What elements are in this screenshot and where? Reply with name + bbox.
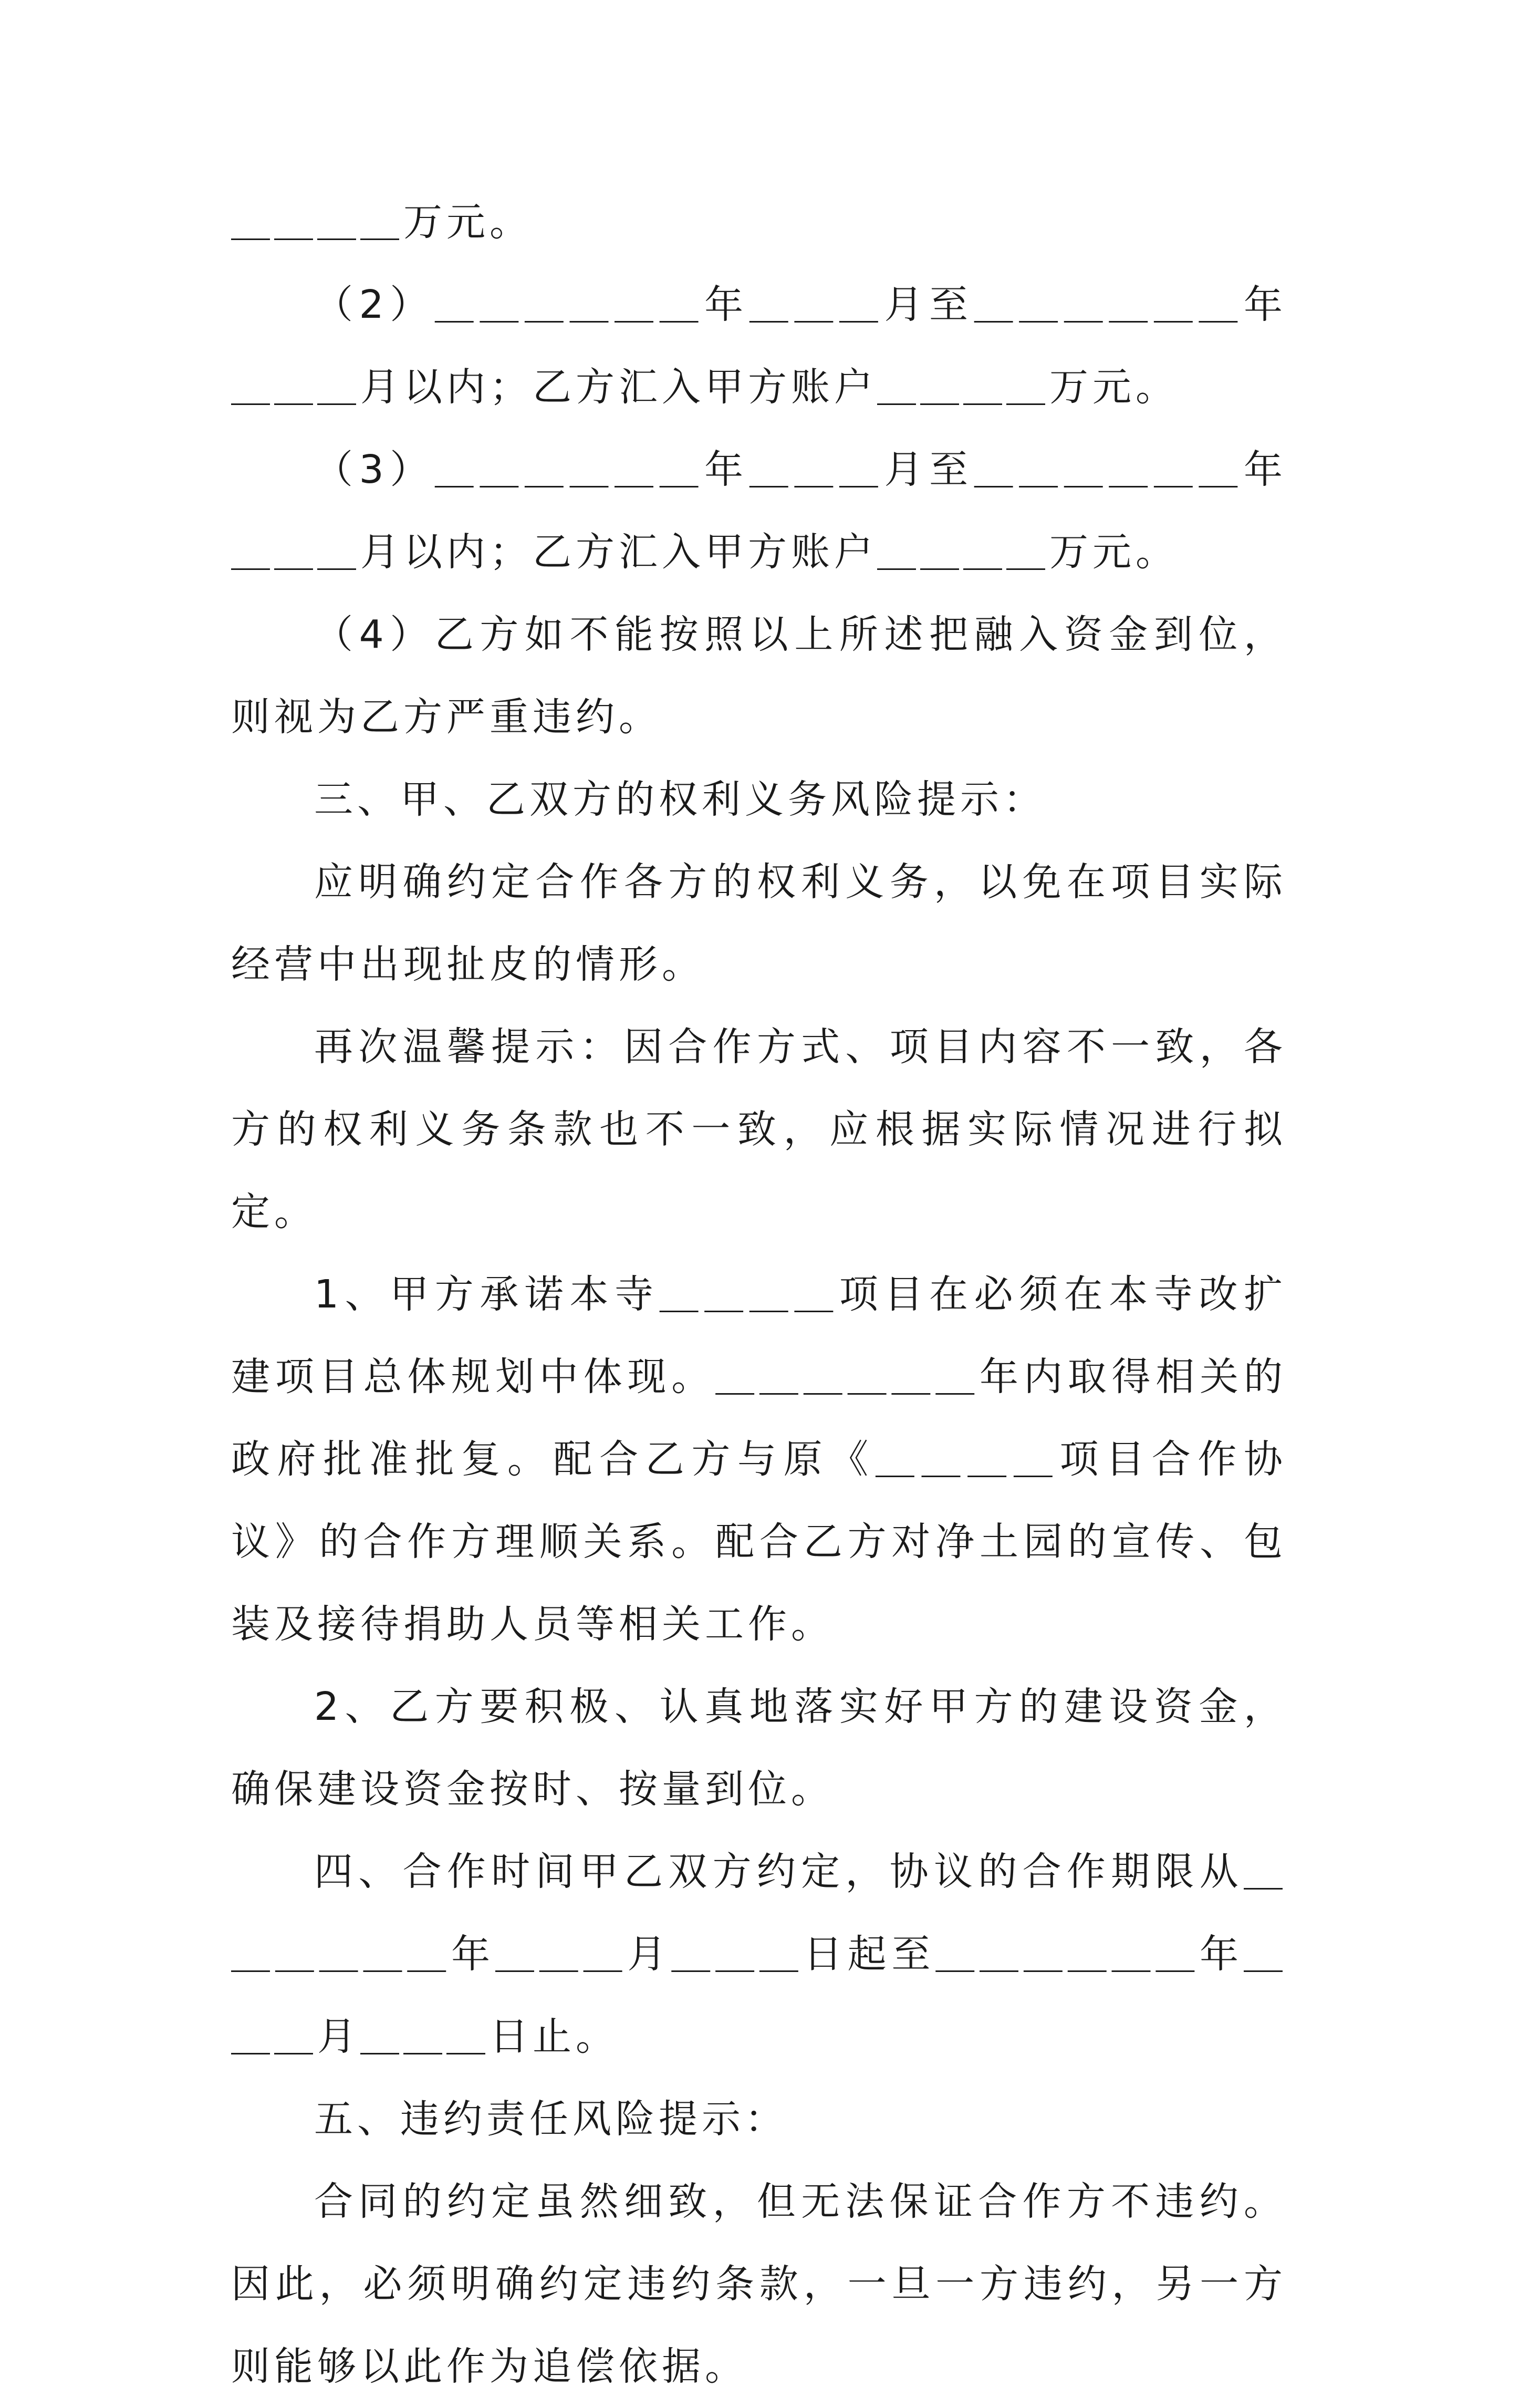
- paragraph-breach-note: 合同的约定虽然细致，但无法保证合作方不违约。因此，必须明确约定违约条款，一旦一方违约，另一方则能够以此作为追偿依据。: [231, 2179, 1287, 2389]
- section-heading-breach-liability: 五、违约责任风险提示：: [314, 2096, 788, 2142]
- paragraph-party-a-commitment: 1、甲方承诺本寺＿＿＿＿项目在必须在本寺改扩建项目总体规划中体现。＿＿＿＿＿＿年内取得相关的政府批准批复。配合乙方与原《＿＿＿＿项目合作协议》的合作方理顺关系。配合乙方对净土园的宣传、包装及接待捐助人员等相关工作。: [231, 1272, 1287, 1647]
- paragraph-installment-4: （4）乙方如不能按照以上所述把融入资金到位，则视为乙方严重违约。: [231, 612, 1287, 740]
- document-body: [231, 181, 1287, 2408]
- paragraph-installment-3: （3）＿＿＿＿＿＿年＿＿＿月至＿＿＿＿＿＿年＿＿＿月以内；乙方汇入甲方账户＿＿＿＿万元。: [231, 447, 1287, 575]
- paragraph-installment-2: （2）＿＿＿＿＿＿年＿＿＿月至＿＿＿＿＿＿年＿＿＿月以内；乙方汇入甲方账户＿＿＿＿万元。: [231, 282, 1287, 410]
- paragraph-amount-tail: ＿＿＿＿万元。: [231, 200, 533, 245]
- paragraph-cooperation-term: 四、合作时间甲乙双方约定，协议的合作期限从＿＿＿＿＿＿年＿＿＿月＿＿＿日起至＿＿＿＿＿＿年＿＿＿月＿＿＿日止。: [231, 1849, 1287, 2059]
- paragraph-party-b-obligation: 2、乙方要积极、认真地落实好甲方的建设资金，确保建设资金按时、按量到位。: [231, 1684, 1287, 1812]
- paragraph-reminder: 再次温馨提示：因合作方式、项目内容不一致，各方的权利义务条款也不一致，应根据实际情况进行拟定。: [231, 1024, 1287, 1234]
- paragraph-rights-note: 应明确约定合作各方的权利义务，以免在项目实际经营中出现扯皮的情形。: [231, 859, 1287, 987]
- section-heading-rights-obligations: 三、甲、乙双方的权利义务风险提示：: [314, 777, 1046, 822]
